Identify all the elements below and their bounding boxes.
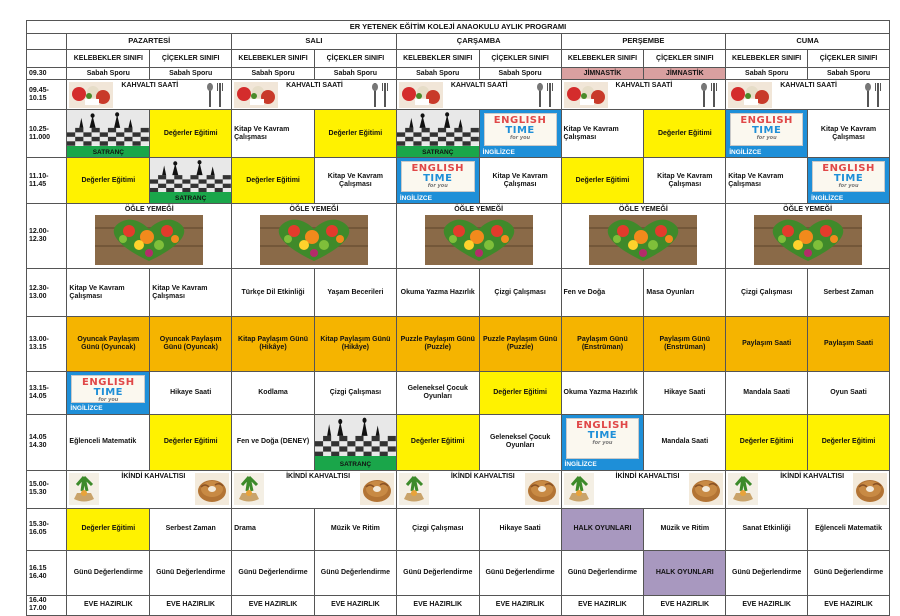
vegetables-image <box>95 215 203 265</box>
class-header: ÇİÇEKLER SINIFI <box>479 50 561 68</box>
lunch-cell <box>67 204 232 269</box>
schedule-cell: Geleneksel Çocuk Oyunları <box>396 371 479 414</box>
schedule-cell: Günü Değerlendirme <box>396 550 479 595</box>
breakfast-image <box>564 82 608 108</box>
snack-label: İKİNDİ KAHVALTISI <box>286 472 351 480</box>
schedule-cell: Kitap Ve Kavram Çalışması <box>808 110 890 158</box>
day-header-wednesday: ÇARŞAMBA <box>396 34 561 50</box>
cake-image <box>525 473 559 505</box>
cutlery-icon <box>205 82 227 108</box>
class-header: KELEBEKLER SINIFI <box>67 50 150 68</box>
corner-cell <box>27 50 67 68</box>
schedule-cell: Günü Değerlendirme <box>561 550 644 595</box>
snack-label: İKİNDİ KAHVALTISI <box>780 472 845 480</box>
breakfast-image <box>234 82 278 108</box>
schedule-cell: Okuma Yazma Hazırlık <box>396 269 479 317</box>
class-header: ÇİÇEKLER SINIFI <box>314 50 396 68</box>
snack-image <box>728 473 758 505</box>
schedule-cell: Eğlenceli Matematik <box>808 508 890 550</box>
schedule-cell: Kitap Paylaşım Günü (Hikâye) <box>232 317 315 371</box>
english-label: İNGİLİZCE <box>811 194 844 202</box>
english-cell <box>479 110 561 158</box>
schedule-cell: EVE HAZIRLIK <box>644 595 726 615</box>
schedule-cell: Değerler Eğitimi <box>479 371 561 414</box>
time-cell: 09.30 <box>27 68 67 80</box>
breakfast-label: KAHVALTI SAATİ <box>780 82 837 90</box>
schedule-cell: Okuma Yazma Hazırlık <box>561 371 644 414</box>
time-cell: 09.45- 10.15 <box>27 80 67 110</box>
breakfast-label: KAHVALTI SAATİ <box>450 82 508 90</box>
schedule-cell: Mandala Saati <box>644 414 726 470</box>
schedule-cell: Değerler Eğitimi <box>561 158 644 204</box>
chess-label: SATRANÇ <box>92 148 124 156</box>
schedule-cell: Müzik ve Ritim <box>644 508 726 550</box>
snack-cell <box>67 470 232 508</box>
lunch-cell <box>561 204 726 269</box>
english-cell <box>808 158 890 204</box>
cake-image <box>689 473 723 505</box>
vegetables-image <box>425 215 533 265</box>
breakfast-label: KAHVALTI SAATİ <box>286 82 343 90</box>
english-cell <box>726 110 808 158</box>
english-cell <box>396 158 479 204</box>
schedule-cell: Paylaşım Günü (Enstrüman) <box>644 317 726 371</box>
schedule-title: ER YETENEK EĞİTİM KOLEJİ ANAOKULU AYLIK PROGRAMI <box>27 21 890 34</box>
schedule-cell: Kitap Ve Kavram Çalışması <box>726 158 808 204</box>
schedule-cell: Geleneksel Çocuk Oyunları <box>479 414 561 470</box>
day-header-thursday: PERŞEMBE <box>561 34 726 50</box>
chess-label: SATRANÇ <box>422 148 454 156</box>
schedule-cell: Sabah Sporu <box>479 68 561 80</box>
english-label: İNGİLİZCE <box>399 194 432 202</box>
english-time-logo: ENGLISH TIME for you <box>71 375 145 403</box>
schedule-cell: Kitap Ve Kavram Çalışması <box>232 110 315 158</box>
monthly-schedule-table <box>26 20 890 616</box>
time-cell: 14.05 14.30 <box>27 414 67 470</box>
schedule-cell: Yaşam Becerileri <box>314 269 396 317</box>
schedule-cell: Oyun Saati <box>808 371 890 414</box>
lunch-label: ÖĞLE YEMEĞİ <box>289 206 339 214</box>
breakfast-cell <box>396 80 561 110</box>
chess-cell <box>314 414 396 470</box>
lunch-label: ÖĞLE YEMEĞİ <box>618 206 668 214</box>
schedule-cell: Müzik Ve Ritim <box>314 508 396 550</box>
schedule-cell: Türkçe Dil Etkinliği <box>232 269 315 317</box>
schedule-cell: Fen ve Doğa (DENEY) <box>232 414 315 470</box>
chess-label: SATRANÇ <box>339 461 372 469</box>
breakfast-image <box>728 82 772 108</box>
schedule-cell: Günü Değerlendirme <box>67 550 150 595</box>
time-cell: 15.00- 15.30 <box>27 470 67 508</box>
snack-label: İKİNDİ KAHVALTISI <box>615 472 680 480</box>
schedule-cell: Oyuncak Paylaşım Günü (Oyuncak) <box>150 317 232 371</box>
schedule-cell: Değerler Eğitimi <box>396 414 479 470</box>
schedule-cell: Serbest Zaman <box>150 508 232 550</box>
schedule-cell: Paylaşım Saati <box>726 317 808 371</box>
lunch-cell <box>396 204 561 269</box>
schedule-cell: EVE HAZIRLIK <box>808 595 890 615</box>
schedule-cell: Sabah Sporu <box>396 68 479 80</box>
schedule-cell: EVE HAZIRLIK <box>726 595 808 615</box>
schedule-cell-gymnastics: JİMNASTİK <box>644 68 726 80</box>
schedule-cell: Kitap Ve Kavram Çalışması <box>67 269 150 317</box>
english-time-logo: ENGLISH TIME for you <box>484 113 557 146</box>
schedule-cell: Sabah Sporu <box>232 68 315 80</box>
lunch-label: ÖĞLE YEMEĞİ <box>783 206 833 214</box>
breakfast-cell <box>232 80 397 110</box>
chess-board-image <box>315 415 396 457</box>
chess-board-image <box>67 110 149 146</box>
schedule-cell: Kitap Paylaşım Günü (Hikâye) <box>314 317 396 371</box>
time-cell: 13.15- 14.05 <box>27 371 67 414</box>
schedule-cell: EVE HAZIRLIK <box>150 595 232 615</box>
english-label: İNGİLİZCE <box>564 461 597 469</box>
snack-cell <box>726 470 890 508</box>
class-header: KELEBEKLER SINIFI <box>396 50 479 68</box>
time-cell: 15.30- 16.05 <box>27 508 67 550</box>
class-header: ÇİÇEKLER SINIFI <box>644 50 726 68</box>
snack-image <box>69 473 99 505</box>
schedule-cell: Değerler Eğitimi <box>808 414 890 470</box>
english-time-logo: ENGLISH TIME for you <box>812 161 885 192</box>
time-cell: 13.00- 13.15 <box>27 317 67 371</box>
class-header: KELEBEKLER SINIFI <box>561 50 644 68</box>
schedule-cell: Çizgi Çalışması <box>479 269 561 317</box>
chess-board-image <box>150 158 231 192</box>
cutlery-icon <box>535 82 557 108</box>
schedule-cell: Günü Değerlendirme <box>150 550 232 595</box>
schedule-cell: Kitap Ve Kavram Çalışması <box>479 158 561 204</box>
schedule-cell: Masa Oyunları <box>644 269 726 317</box>
english-time-logo: ENGLISH TIME for you <box>566 418 640 459</box>
schedule-cell: EVE HAZIRLIK <box>561 595 644 615</box>
english-time-logo: ENGLISH TIME for you <box>401 161 475 192</box>
schedule-cell: Sabah Sporu <box>726 68 808 80</box>
schedule-cell: EVE HAZIRLIK <box>396 595 479 615</box>
schedule-cell: Değerler Eğitimi <box>314 110 396 158</box>
breakfast-cell <box>561 80 726 110</box>
schedule-cell: Sanat Etkinliği <box>726 508 808 550</box>
breakfast-image <box>69 82 113 108</box>
schedule-cell: Kodlama <box>232 371 315 414</box>
cutlery-icon <box>699 82 721 108</box>
schedule-cell: Puzzle Paylaşım Günü (Puzzle) <box>396 317 479 371</box>
schedule-cell: Günü Değerlendirme <box>808 550 890 595</box>
schedule-cell: EVE HAZIRLIK <box>67 595 150 615</box>
cake-image <box>360 473 394 505</box>
breakfast-cell <box>726 80 890 110</box>
cutlery-icon <box>370 82 392 108</box>
schedule-cell: Değerler Eğitimi <box>726 414 808 470</box>
cake-image <box>853 473 887 505</box>
schedule-cell: HALK OYUNLARI <box>644 550 726 595</box>
schedule-cell: Kitap Ve Kavram Çalışması <box>314 158 396 204</box>
schedule-cell: Kitap Ve Kavram Çalışması <box>561 110 644 158</box>
schedule-cell: Günü Değerlendirme <box>479 550 561 595</box>
breakfast-label: KAHVALTI SAATİ <box>615 82 673 90</box>
time-cell: 10.25- 11.000 <box>27 110 67 158</box>
cutlery-icon <box>863 82 885 108</box>
lunch-label: ÖĞLE YEMEĞİ <box>124 206 174 214</box>
schedule-cell: Kitap Ve Kavram Çalışması <box>644 158 726 204</box>
schedule-cell: Paylaşım Saati <box>808 317 890 371</box>
schedule-cell: Paylaşım Günü (Enstrüman) <box>561 317 644 371</box>
schedule-cell: Eğlenceli Matematik <box>67 414 150 470</box>
time-cell: 16.40 17.00 <box>27 595 67 615</box>
day-header-monday: PAZARTESİ <box>67 34 232 50</box>
breakfast-cell <box>67 80 232 110</box>
snack-image <box>564 473 594 505</box>
corner-cell <box>27 34 67 50</box>
day-header-tuesday: SALI <box>232 34 397 50</box>
schedule-cell: Değerler Eğitimi <box>644 110 726 158</box>
snack-label: İKİNDİ KAHVALTISI <box>450 472 515 480</box>
schedule-cell: Değerler Eğitimi <box>150 110 232 158</box>
lunch-cell <box>232 204 397 269</box>
schedule-cell: Serbest Zaman <box>808 269 890 317</box>
snack-cell <box>396 470 561 508</box>
english-label: İNGİLİZCE <box>729 148 762 156</box>
schedule-cell: Günü Değerlendirme <box>314 550 396 595</box>
schedule-cell: Değerler Eğitimi <box>67 158 150 204</box>
schedule-cell: Oyuncak Paylaşım Günü (Oyuncak) <box>67 317 150 371</box>
schedule-cell: Fen ve Doğa <box>561 269 644 317</box>
snack-cell <box>561 470 726 508</box>
schedule-cell: Günü Değerlendirme <box>726 550 808 595</box>
schedule-cell: Puzzle Paylaşım Günü (Puzzle) <box>479 317 561 371</box>
schedule-cell: Değerler Eğitimi <box>67 508 150 550</box>
breakfast-label: KAHVALTI SAATİ <box>121 82 179 90</box>
lunch-cell <box>726 204 890 269</box>
schedule-cell: HALK OYUNLARI <box>561 508 644 550</box>
schedule-cell: Sabah Sporu <box>67 68 150 80</box>
vegetables-image <box>589 215 697 265</box>
time-cell: 11.10- 11.45 <box>27 158 67 204</box>
class-header: ÇİÇEKLER SINIFI <box>150 50 232 68</box>
schedule-cell: Sabah Sporu <box>808 68 890 80</box>
time-cell: 16.15 16.40 <box>27 550 67 595</box>
time-cell: 12.30- 13.00 <box>27 269 67 317</box>
snack-cell <box>232 470 397 508</box>
english-time-logo: ENGLISH TIME for you <box>730 113 803 146</box>
schedule-cell: Kitap Ve Kavram Çalışması <box>150 269 232 317</box>
schedule-cell: EVE HAZIRLIK <box>479 595 561 615</box>
vegetables-image <box>754 215 862 265</box>
schedule-cell: Değerler Eğitimi <box>150 414 232 470</box>
snack-label: İKİNDİ KAHVALTISI <box>121 472 186 480</box>
snack-image <box>234 473 264 505</box>
cake-image <box>195 473 229 505</box>
time-cell: 12.00- 12.30 <box>27 204 67 269</box>
schedule-cell: Hikaye Saati <box>479 508 561 550</box>
schedule-cell: EVE HAZIRLIK <box>314 595 396 615</box>
schedule-cell: Değerler Eğitimi <box>232 158 315 204</box>
chess-cell <box>67 110 150 158</box>
vegetables-image <box>260 215 368 265</box>
schedule-cell: Günü Değerlendirme <box>232 550 315 595</box>
schedule-cell: Çizgi Çalışması <box>396 508 479 550</box>
schedule-cell: Çizgi Çalışması <box>726 269 808 317</box>
chess-board-image <box>397 110 479 146</box>
schedule-cell: Drama <box>232 508 315 550</box>
class-header: KELEBEKLER SINIFI <box>232 50 315 68</box>
class-header: KELEBEKLER SINIFI <box>726 50 808 68</box>
schedule-cell: Hikaye Saati <box>644 371 726 414</box>
lunch-label: ÖĞLE YEMEĞİ <box>454 206 504 214</box>
english-cell <box>561 414 644 470</box>
schedule-cell-gymnastics: JİMNASTİK <box>561 68 644 80</box>
schedule-cell: Hikaye Saati <box>150 371 232 414</box>
schedule-cell: Mandala Saati <box>726 371 808 414</box>
schedule-cell: Sabah Sporu <box>150 68 232 80</box>
schedule-cell: Çizgi Çalışması <box>314 371 396 414</box>
english-label: İNGİLİZCE <box>482 148 515 156</box>
day-header-friday: CUMA <box>726 34 890 50</box>
snack-image <box>399 473 429 505</box>
english-cell <box>67 371 150 414</box>
chess-label: SATRANÇ <box>175 194 207 202</box>
english-label: İNGİLİZCE <box>70 405 103 413</box>
chess-cell <box>150 158 232 204</box>
breakfast-image <box>399 82 443 108</box>
schedule-cell: EVE HAZIRLIK <box>232 595 315 615</box>
schedule-cell: Sabah Sporu <box>314 68 396 80</box>
class-header: ÇİÇEKLER SINIFI <box>808 50 890 68</box>
chess-cell <box>396 110 479 158</box>
